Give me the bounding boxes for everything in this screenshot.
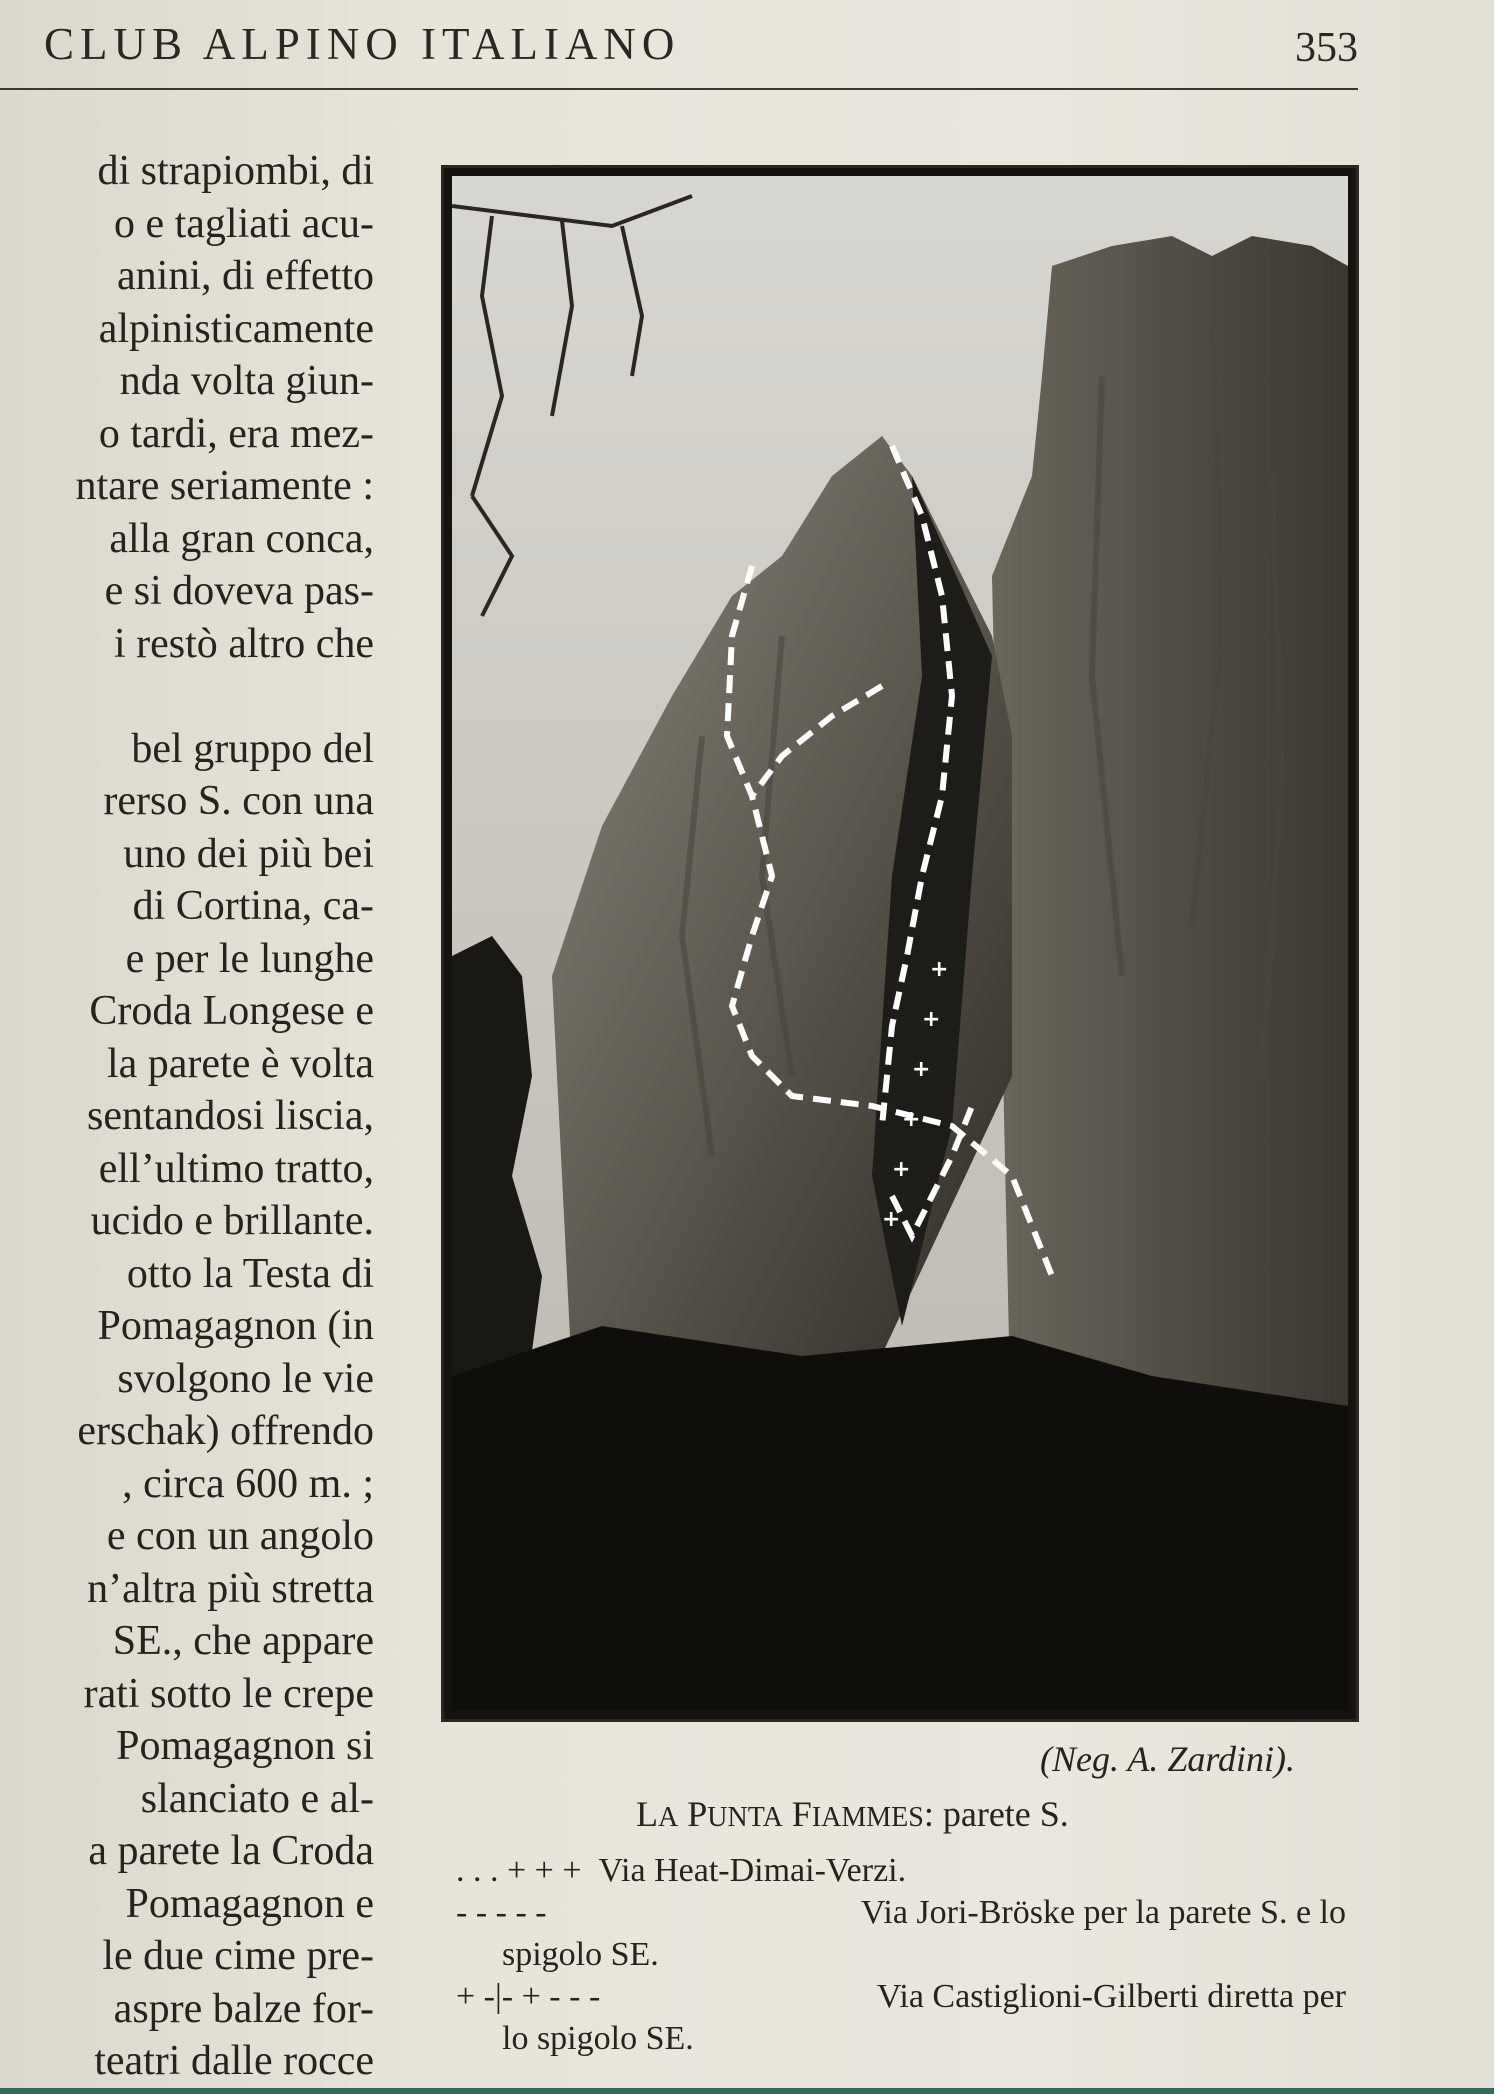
body-text-line: Pomagagnon (in bbox=[97, 1303, 374, 1349]
body-text-line: SE., che appare bbox=[112, 1618, 374, 1664]
body-text-line: teatri dalle rocce bbox=[94, 2038, 374, 2084]
legend-text: Via Jori-Bröske per la parete S. e lo bbox=[860, 1894, 1346, 1931]
svg-text:+: + bbox=[912, 1057, 931, 1082]
legend-symbols: + -|- + - - - bbox=[456, 1978, 601, 2015]
svg-text:+: + bbox=[922, 1007, 941, 1032]
caption-part: : parete S. bbox=[923, 1794, 1069, 1834]
body-text-line: ucido e brillante. bbox=[90, 1198, 374, 1244]
header-rule bbox=[0, 88, 1358, 90]
caption-part: A bbox=[658, 1802, 679, 1833]
body-text-line: o e tagliati acu- bbox=[113, 200, 374, 247]
running-header-title: CLUB ALPINO ITALIANO bbox=[44, 19, 681, 69]
body-text-line: Pomagagnon si bbox=[116, 1723, 374, 1769]
legend-text-cont: lo spigolo SE. bbox=[502, 2020, 694, 2057]
body-text-line: erschak) offrendo bbox=[77, 1408, 374, 1454]
body-text-line: bel gruppo del bbox=[131, 725, 374, 772]
page-number: 353 bbox=[1295, 25, 1358, 71]
mountain-photograph bbox=[452, 176, 1348, 1711]
svg-text:+: + bbox=[882, 1207, 901, 1232]
legend-symbols: - - - - - bbox=[456, 1894, 547, 1931]
caption-part: UNTA bbox=[707, 1802, 783, 1833]
bottom-strip bbox=[0, 2088, 1494, 2094]
body-text-line: la parete è volta bbox=[106, 1040, 374, 1087]
body-text-line: e per le lunghe bbox=[125, 935, 374, 982]
svg-text:+: + bbox=[892, 1157, 911, 1182]
body-text-line: alpinisticamente bbox=[98, 305, 374, 352]
body-text-line: n’altra più stretta bbox=[87, 1565, 374, 1612]
body-text-column bbox=[0, 145, 374, 2088]
caption-part: L bbox=[636, 1794, 658, 1834]
body-text-line: uno dei più bei bbox=[123, 830, 374, 877]
body-text-line: di Cortina, ca- bbox=[132, 883, 374, 929]
photo-credit: (Neg. A. Zardini). bbox=[1040, 1739, 1296, 1779]
body-text-line: ell’ultimo tratto, bbox=[98, 1145, 374, 1192]
body-text-line: a parete la Croda bbox=[88, 1828, 374, 1874]
body-text-line: slanciato e al- bbox=[140, 1775, 374, 1822]
figure-caption-title bbox=[636, 1793, 1069, 1835]
body-text-line: nda volta giun- bbox=[119, 358, 374, 404]
legend-row bbox=[456, 1892, 1346, 1976]
svg-text:+: + bbox=[930, 957, 949, 982]
body-text-line: e con un angolo bbox=[106, 1513, 374, 1559]
legend-row bbox=[456, 1850, 1346, 1892]
body-text-line: , circa 600 m. ; bbox=[122, 1460, 374, 1507]
body-text-line: anini, di effetto bbox=[117, 253, 374, 299]
legend-text: Via Castiglioni-Gilberti diretta per bbox=[876, 1978, 1346, 2015]
body-text-line bbox=[0, 670, 374, 723]
body-text-line: alla gran conca, bbox=[109, 515, 374, 562]
caption-part: P bbox=[678, 1794, 708, 1834]
legend-text-cont: spigolo SE. bbox=[502, 1936, 659, 1973]
body-text-line: ntare seriamente : bbox=[75, 463, 374, 509]
body-text-line: Pomagagnon e bbox=[125, 1880, 374, 1927]
legend-symbols: . . . + + + bbox=[456, 1852, 582, 1889]
caption-part: IAMMES bbox=[811, 1802, 924, 1833]
body-text-line: svolgono le vie bbox=[117, 1355, 374, 1402]
body-text-line: rati sotto le crepe bbox=[83, 1670, 374, 1717]
body-text-line: i restò altro che bbox=[113, 620, 374, 667]
body-text-line: o tardi, era mez- bbox=[98, 410, 374, 457]
photograph-frame bbox=[441, 165, 1359, 1722]
body-text-line: Croda Longese e bbox=[89, 988, 374, 1034]
legend-text: Via Heat-Dimai-Verzi. bbox=[598, 1852, 907, 1889]
body-text-line: e si doveva pas- bbox=[104, 568, 374, 614]
body-text-line: di strapiombi, di bbox=[97, 148, 374, 194]
body-text-line: le due cime pre- bbox=[102, 1933, 374, 1979]
body-text-line: rerso S. con una bbox=[103, 778, 374, 824]
svg-text:+: + bbox=[902, 1107, 921, 1132]
caption-part: F bbox=[782, 1794, 812, 1834]
body-text-line: aspre balze for- bbox=[113, 1985, 374, 2032]
body-text-line: otto la Testa di bbox=[126, 1250, 374, 1297]
legend-row bbox=[456, 1976, 1346, 2060]
body-text-line: sentandosi liscia, bbox=[87, 1093, 374, 1139]
route-legend bbox=[456, 1850, 1346, 2060]
